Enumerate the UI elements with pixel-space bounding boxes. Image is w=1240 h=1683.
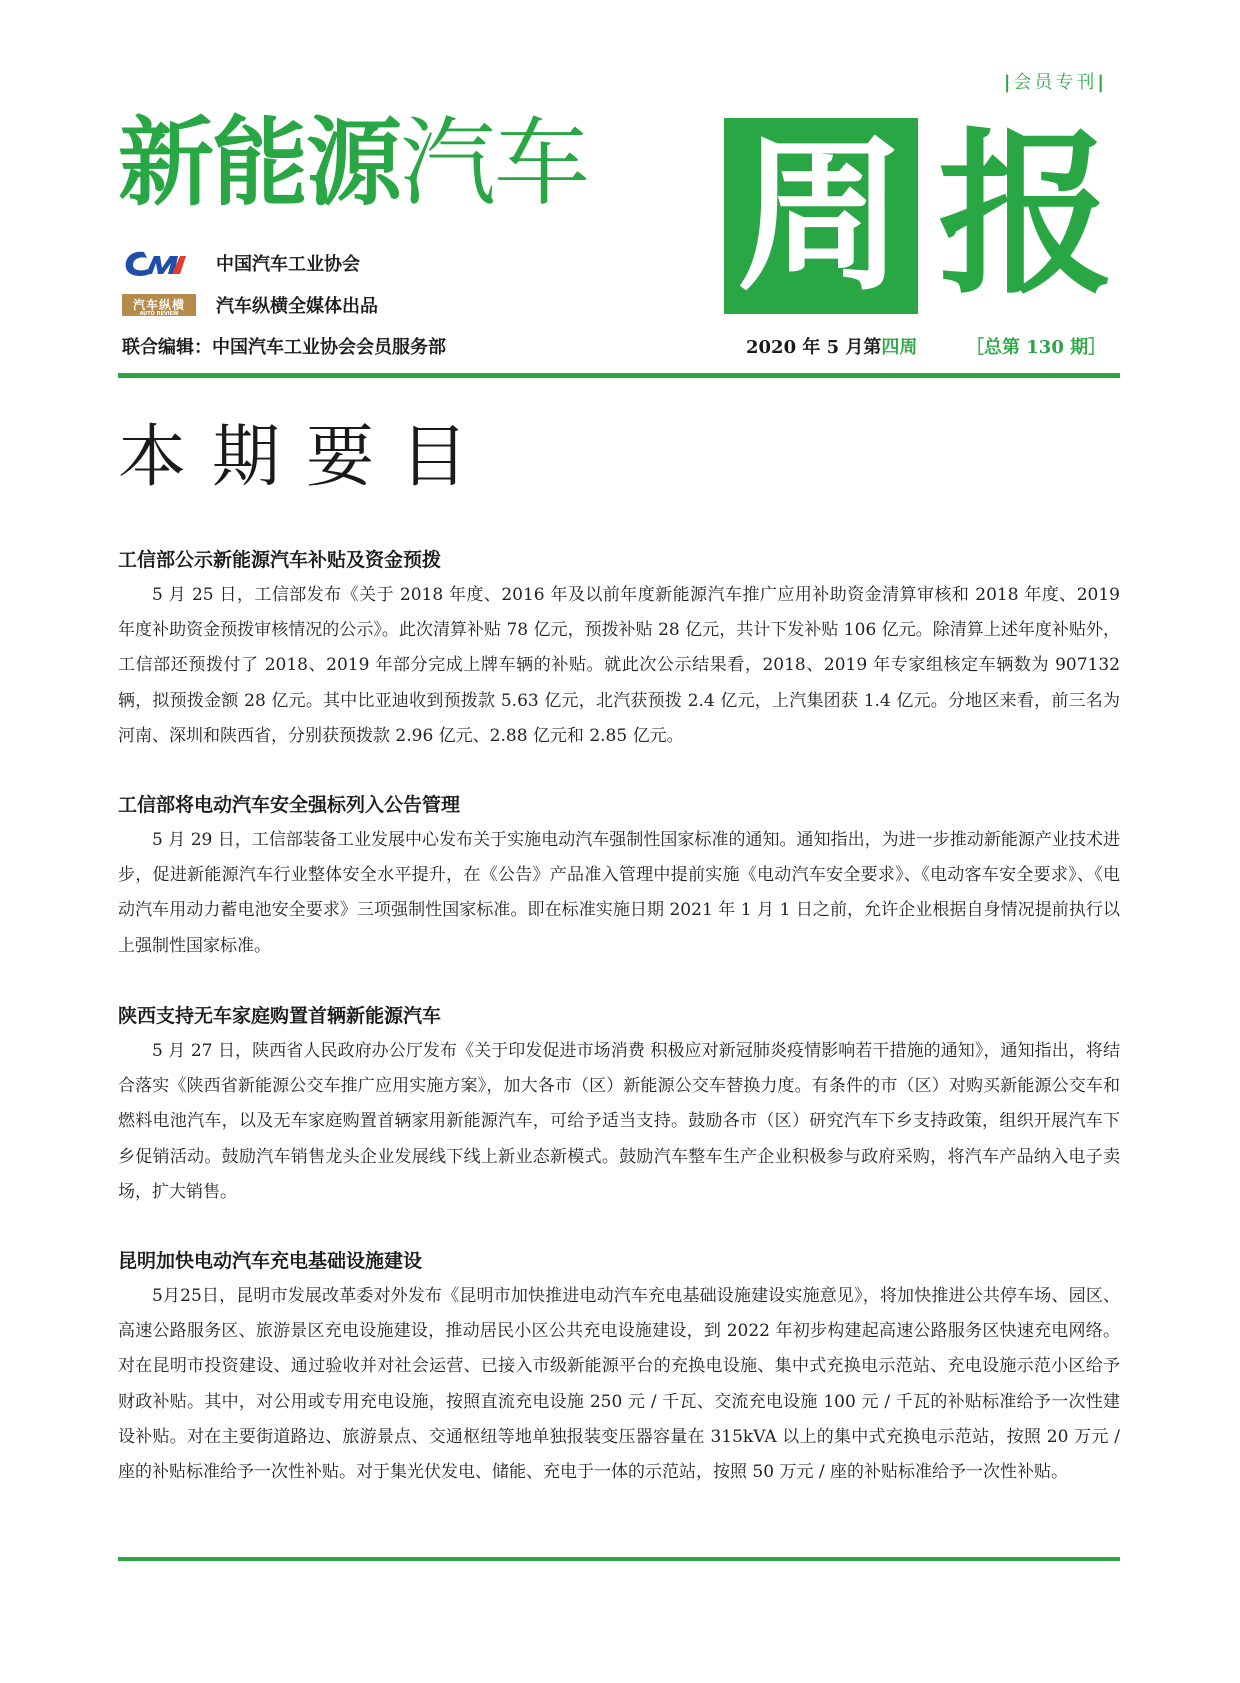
member-tag-text: 会员专刊: [1013, 72, 1098, 93]
article-title: 昆明加快电动汽车充电基础设施建设: [118, 1250, 423, 1272]
article: [118, 791, 1120, 964]
article-title: 陕西支持无车家庭购置首辆新能源汽车: [118, 1005, 442, 1027]
autoreview-logo-text: 汽车纵横: [132, 298, 185, 312]
article-body: 5 月 29 日，工信部装备工业发展中心发布关于实施电动汽车强制性国家标准的通知。通知指出，为进一步推动新能源产业技术进步，促进新能源汽车行业整体安全水平提升，在《公告》产品准入管理中提前实施《电动汽车安全要求》、《电动客车安全要求》、《电动汽车用动力蓄电池安全要求》三项强制性国家标准。即在标准实施日期 2021 年 1 月 1 日之前，允许企业根据自身情况提前执行以上强制性国家标准。: [118, 830, 1120, 956]
article-title: 工信部公示新能源汽车补贴及资金预拨: [118, 549, 442, 571]
article: [118, 546, 1120, 754]
org-row-autoreview: [122, 292, 378, 318]
article-body: 5 月 27 日，陕西省人民政府办公厅发布《关于印发促进市场消费 积极应对新冠肺炎疫情影响若干措施的通知》，通知指出，将结合落实《陕西省新能源公交车推广应用实施方案》，加大各市（区）新能源公交车替换力度。有条件的市（区）对购买新能源公交车和燃料电池汽车，以及无车家庭购置首辆家用新能源汽车，可给予适当支持。鼓励各市（区）研究汽车下乡支持政策，组织开展汽车下乡促销活动。鼓励汽车销售龙头企业发展线下线上新业态新模式。鼓励汽车整车生产企业积极参与政府采购，将汽车产品纳入电子卖场，扩大销售。: [118, 1041, 1120, 1202]
org-row-editor: [122, 333, 446, 359]
org-row-caam: [122, 248, 360, 278]
weekly-char-2: 报: [937, 113, 1114, 318]
contents-heading: 本期要目: [118, 418, 495, 497]
issue-date-prefix: 2020 年 5 月第: [746, 337, 882, 358]
autoreview-logo-sub: AUTO REVIEW: [139, 311, 179, 317]
footer-divider: [118, 1557, 1120, 1561]
article-body: 5月25日，昆明市发展改革委对外发布《昆明市加快推进电动汽车充电基础设施建设实施意见》，将加快推进公共停车场、园区、高速公路服务区、旅游景区充电设施建设，推动居民小区公共充电设施建设，到 2022 年初步构建起高速公路服务区快速充电网络。对在昆明市投资建设、通过验收并对社会运营、已接入市级新能源平台的充换电设施、集中式充换电示范站、充电设施示范小区给予财政补贴。其中，对公用或专用充电设施，按照直流充电设施 250 元 / 千瓦、交流充电设施 100 元 / 千瓦的补贴标准给予一次性建设补贴。对在主要街道路边、旅游景点、交通枢纽等地单独报装变压器容量在 315kVA 以上的集中式充换电示范站，按照 20 万元 / 座的补贴标准给予一次性补贴。对于集光伏发电、储能、充电于一体的示范站，按照 50 万元 / 座的补贴标准给予一次性补贴。: [118, 1286, 1120, 1483]
article: [118, 1002, 1120, 1210]
org-name-caam: 中国汽车工业协会: [216, 254, 360, 275]
member-tag: |会员专刊|: [1003, 72, 1107, 93]
org-name-autoreview: 汽车纵横全媒体出品: [216, 296, 378, 317]
weekly-box: [724, 118, 918, 314]
article-body: 5 月 25 日，工信部发布《关于 2018 年度、2016 年及以前年度新能源汽车推广应用补助资金清算审核和 2018 年度、2019 年度补助资金预拨审核情况的公示》。此次清算补贴 78 亿元，预拨补贴 28 亿元，共计下发补贴 106 亿元。除清算上述年度补贴外，工信部还预拨付了 2018、2019 年部分完成上牌车辆的补贴。就此次公示结果看，2018、2019 年专家组核定车辆数为 907132 辆，拟预拨金额 28 亿元。其中比亚迪收到预拨款 5.63 亿元，北汽获预拨 2.4 亿元，上汽集团获 1.4 亿元。分地区来看，前三名为河南、深圳和陕西省，分别获预拨款 2.96 亿元、2.88 亿元和 2.85 亿元。: [118, 585, 1120, 746]
header-divider: [118, 373, 1120, 378]
article-title: 工信部将电动汽车安全强标列入公告管理: [118, 794, 461, 816]
masthead-title-light: 汽车: [400, 107, 588, 219]
article: [118, 1247, 1120, 1490]
masthead-title: [118, 108, 588, 218]
issue-number: ［总第 130 期］: [966, 337, 1107, 358]
autoreview-logo: [122, 294, 196, 316]
joint-editor: 联合编辑：中国汽车工业协会会员服务部: [122, 337, 446, 358]
issue-date-week: 四周: [881, 337, 918, 358]
issue-date: [746, 333, 917, 359]
weekly-char-1: 周: [737, 118, 905, 314]
masthead-title-bold: 新能源: [118, 107, 400, 219]
caam-logo-icon: [122, 248, 188, 278]
